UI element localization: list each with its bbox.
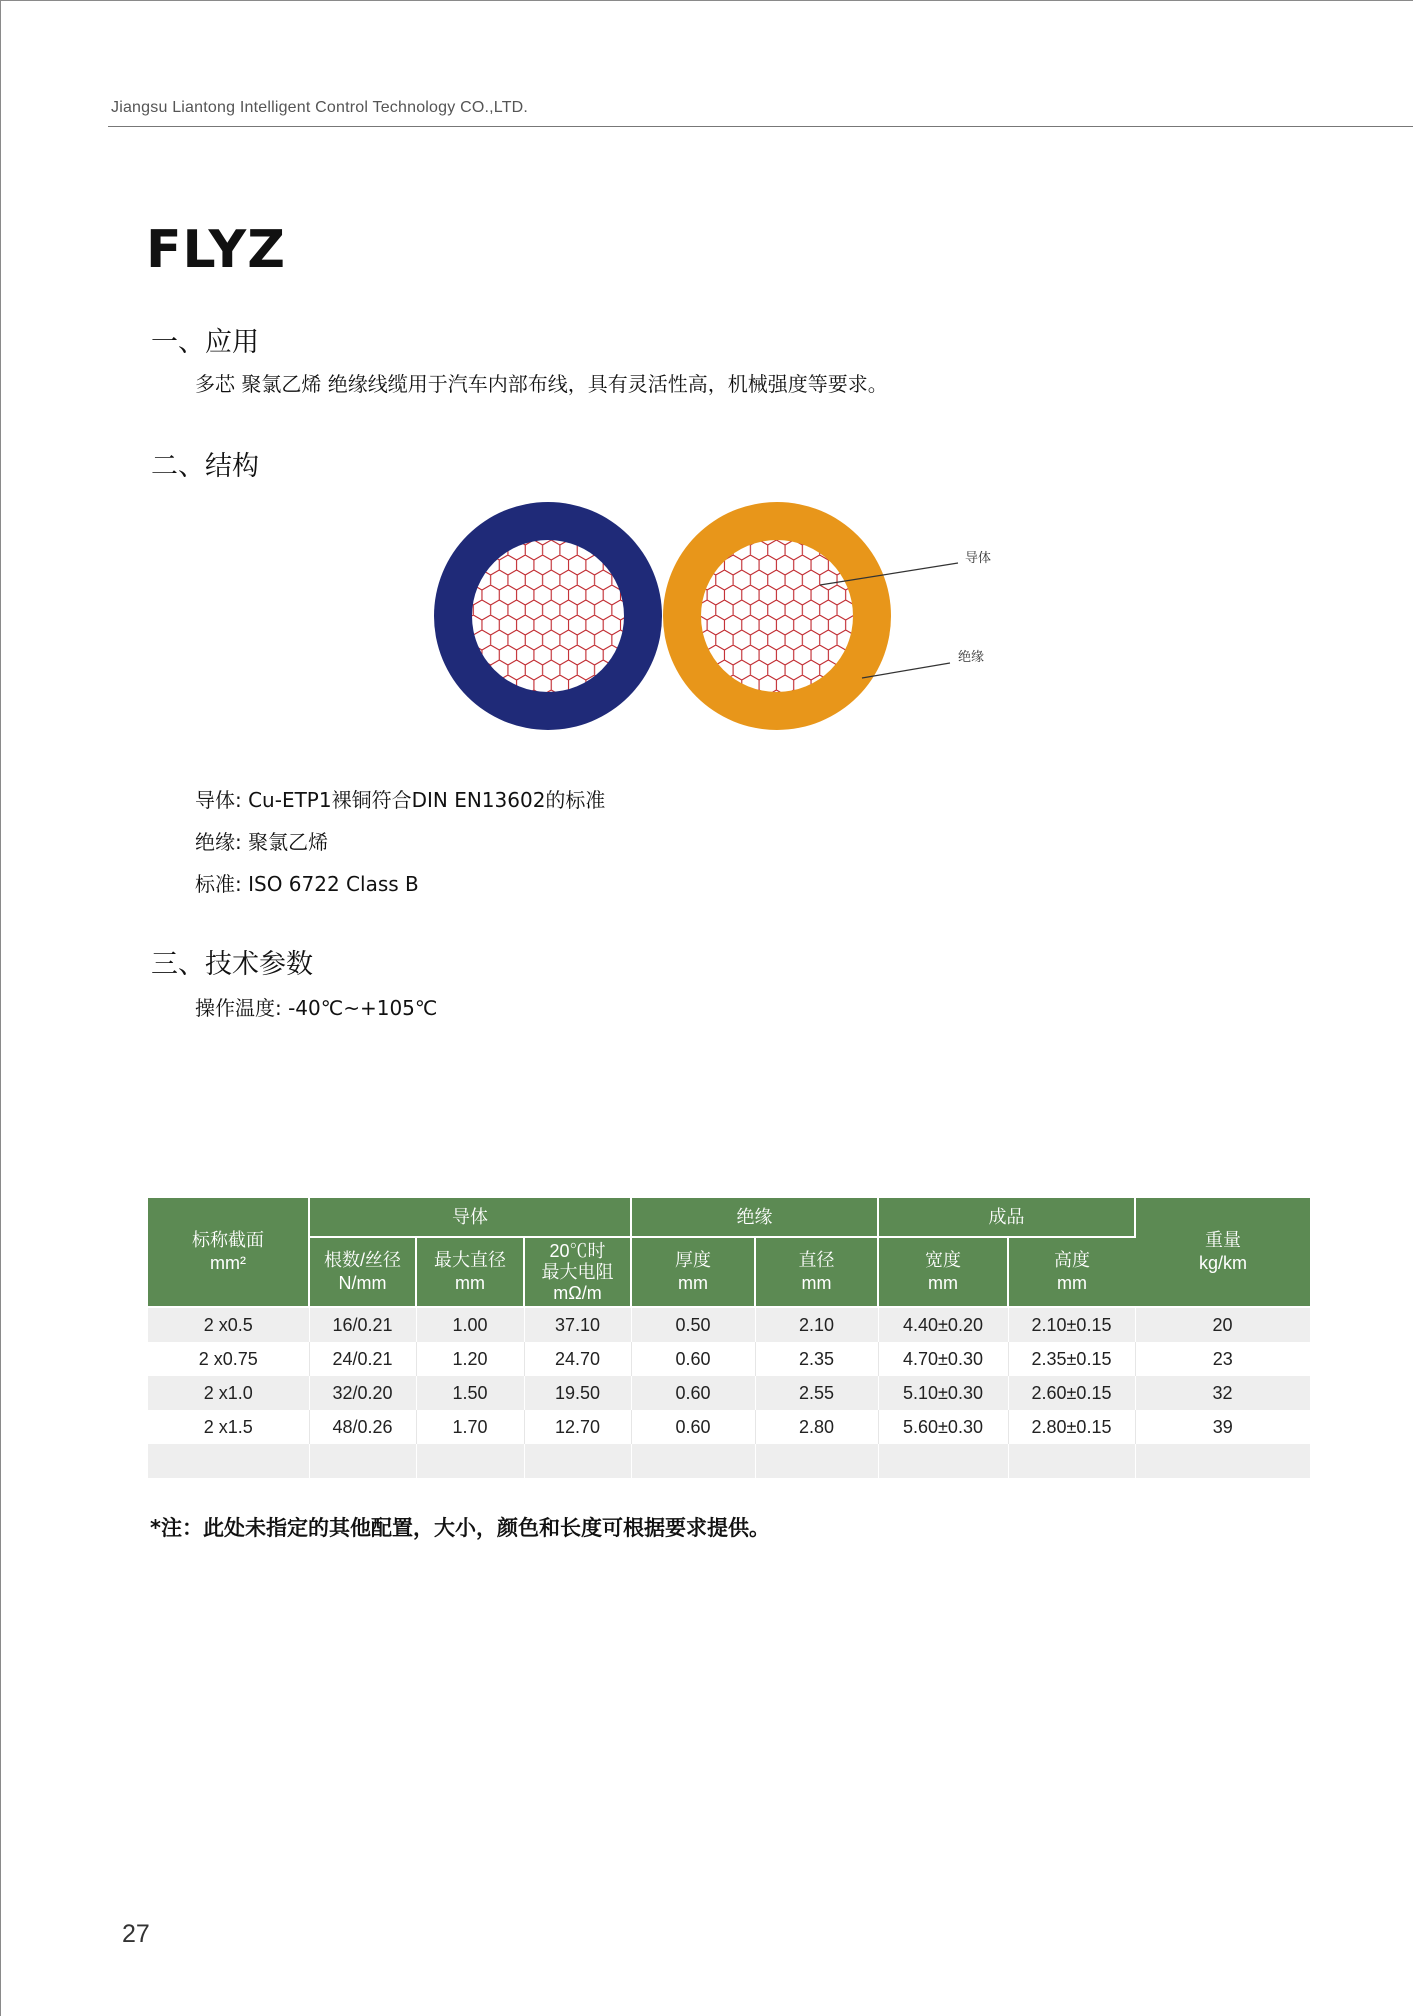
table-cell: 24/0.21: [309, 1342, 416, 1376]
col-height: 高度 mm: [1008, 1237, 1135, 1307]
table-cell: 1.70: [416, 1410, 524, 1444]
table-cell: 2.80±0.15: [1008, 1410, 1135, 1444]
table-cell: 23: [1135, 1342, 1310, 1376]
table-cell: 37.10: [524, 1307, 631, 1342]
table-cell: 1.00: [416, 1307, 524, 1342]
table-cell: [878, 1444, 1008, 1478]
col-max-resistance: 20℃时 最大电阻 mΩ/m: [524, 1237, 631, 1307]
table-cell: 16/0.21: [309, 1307, 416, 1342]
spec-table: [148, 1198, 1311, 1478]
table-cell: [631, 1444, 755, 1478]
table-cell: 19.50: [524, 1376, 631, 1410]
insulation-label: 绝缘: [958, 650, 985, 665]
page-border-top: [0, 0, 1413, 1]
table-cell: 32/0.20: [309, 1376, 416, 1410]
table-cell: [416, 1444, 524, 1478]
table-cell: 24.70: [524, 1342, 631, 1376]
col-thickness: 厚度 mm: [631, 1237, 755, 1307]
application-text: 多芯 聚氯乙烯 绝缘线缆用于汽车内部布线，具有灵活性高，机械强度等要求。: [195, 372, 888, 396]
standard-spec: 标准: ISO 6722 Class B: [195, 872, 419, 896]
core1-conductor: [472, 540, 624, 692]
page-number: 27: [122, 1920, 150, 1948]
header-rule: [108, 126, 1413, 127]
table-cell: 2 x1.5: [148, 1410, 309, 1444]
table-row: [148, 1410, 1310, 1444]
table-cell: 12.70: [524, 1410, 631, 1444]
group-conductor: 导体: [309, 1198, 631, 1237]
page-border-left: [0, 0, 1, 2016]
col-max-diameter: 最大直径 mm: [416, 1237, 524, 1307]
table-cell: 1.20: [416, 1342, 524, 1376]
col-width: 宽度 mm: [878, 1237, 1008, 1307]
conductor-label: 导体: [965, 551, 992, 566]
table-row: [148, 1376, 1310, 1410]
table-cell: 2 x0.5: [148, 1307, 309, 1342]
table-cell: 2 x0.75: [148, 1342, 309, 1376]
group-insulation: 绝缘: [631, 1198, 878, 1237]
table-cell: 20: [1135, 1307, 1310, 1342]
table-cell: 0.50: [631, 1307, 755, 1342]
table-cell: 5.60±0.30: [878, 1410, 1008, 1444]
table-cell: 48/0.26: [309, 1410, 416, 1444]
table-row: [148, 1444, 1310, 1478]
section-structure-heading: 二、结构: [151, 451, 259, 482]
table-cell: [309, 1444, 416, 1478]
table-row: [148, 1307, 1310, 1342]
table-cell: 2.80: [755, 1410, 878, 1444]
table-cell: 39: [1135, 1410, 1310, 1444]
table-cell: 5.10±0.30: [878, 1376, 1008, 1410]
table-cell: 0.60: [631, 1410, 755, 1444]
table-cell: [755, 1444, 878, 1478]
table-cell: [524, 1444, 631, 1478]
table-cell: 32: [1135, 1376, 1310, 1410]
table-cell: 2.55: [755, 1376, 878, 1410]
col-cross-section: 标称截面 mm²: [148, 1198, 309, 1307]
table-cell: 2.35: [755, 1342, 878, 1376]
table-cell: 0.60: [631, 1376, 755, 1410]
footnote: *注：此处未指定的其他配置，大小，颜色和长度可根据要求提供。: [150, 1516, 770, 1540]
section-tech-params-heading: 三、技术参数: [151, 949, 313, 980]
table-row: [148, 1342, 1310, 1376]
table-cell: 1.50: [416, 1376, 524, 1410]
table-cell: [148, 1444, 309, 1478]
table-cell: [1135, 1444, 1310, 1478]
table-cell: 2.35±0.15: [1008, 1342, 1135, 1376]
col-weight: 重量 kg/km: [1135, 1198, 1310, 1307]
section-application-heading: 一、应用: [151, 327, 259, 358]
table-cell: [1008, 1444, 1135, 1478]
group-finished: 成品: [878, 1198, 1135, 1237]
product-title: FLYZ: [146, 220, 286, 280]
table-cell: 4.70±0.30: [878, 1342, 1008, 1376]
core2-conductor: [701, 540, 853, 692]
col-insulation-diameter: 直径 mm: [755, 1237, 878, 1307]
table-cell: 4.40±0.20: [878, 1307, 1008, 1342]
table-cell: 2 x1.0: [148, 1376, 309, 1410]
operating-temperature: 操作温度: -40℃~+105℃: [195, 996, 438, 1020]
table-cell: 2.10: [755, 1307, 878, 1342]
cable-cross-section-diagram: [430, 495, 1030, 740]
table-cell: 2.10±0.15: [1008, 1307, 1135, 1342]
table-cell: 0.60: [631, 1342, 755, 1376]
conductor-spec: 导体: Cu-ETP1裸铜符合DIN EN13602的标准: [195, 788, 606, 812]
insulation-spec: 绝缘: 聚氯乙烯: [195, 830, 329, 854]
table-cell: 2.60±0.15: [1008, 1376, 1135, 1410]
company-name: Jiangsu Liantong Intelligent Control Technology CO.,LTD.: [111, 99, 529, 116]
col-strands: 根数/丝径 N/mm: [309, 1237, 416, 1307]
